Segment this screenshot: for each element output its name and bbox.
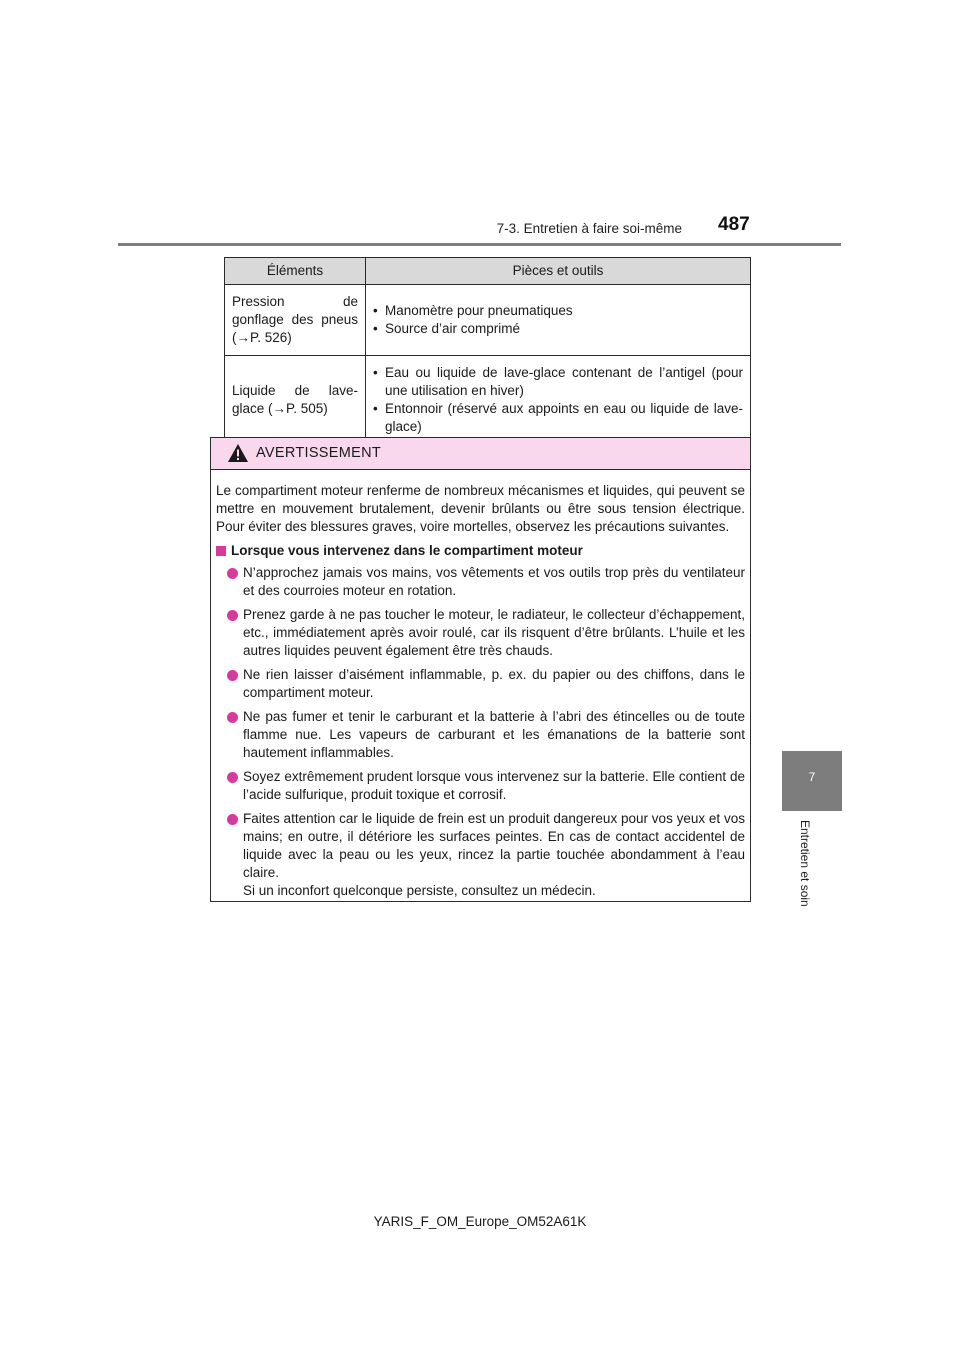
section-title: 7-3. Entretien à faire soi-même: [496, 221, 682, 236]
subheading-text: Lorsque vous intervenez dans le compartiment moteur: [231, 543, 583, 558]
warning-bullet: [216, 768, 745, 804]
bullet-text: Prenez garde à ne pas toucher le moteur, le radiateur, le collecteur d’échappement, etc., immédiatement après avoir roulé, car ils risquent d’être brûlants. L’huile et les autres liquides peuvent également être très chauds.: [243, 607, 745, 658]
warning-bullet: [216, 708, 745, 762]
bullet-text: Faites attention car le liquide de frein est un produit dangereux pour vos yeux et vos mains; en outre, il détériore les surfaces peintes. En cas de contact accidentel de liquide avec la peau ou les yeux, rincez la partie touchée abondamment à l’eau claire.: [243, 811, 745, 880]
warning-body: [211, 470, 750, 900]
warning-title: AVERTISSEMENT: [256, 445, 382, 461]
bullet-text: N’approchez jamais vos mains, vos vêtements et vos outils trop près du ventilateur et des courroies moteur en rotation.: [243, 565, 745, 598]
round-bullet-icon: [227, 670, 238, 681]
table-cell-tools: [366, 285, 751, 356]
table-header-row: [225, 258, 751, 285]
list-item: • Source d’air comprimé: [373, 320, 743, 338]
warning-triangle-icon: [227, 443, 249, 463]
chapter-number: 7: [808, 770, 816, 784]
table-row: [225, 356, 751, 445]
document-code: YARIS_F_OM_Europe_OM52A61K: [373, 1214, 587, 1229]
bullet-text: Soyez extrêmement prudent lorsque vous intervenez sur la batterie. Elle contient de l’acide sulfurique, produit toxique et corrosif.: [243, 769, 745, 802]
table-row: [225, 285, 751, 356]
warning-bullet: [216, 666, 745, 702]
table-cell-item: Pression de gonflage des pneus (→P. 526): [225, 285, 366, 356]
column-header-tools: Pièces et outils: [366, 258, 751, 285]
header-rule: [118, 243, 841, 246]
list-item: • Eau ou liquide de lave-glace contenant de l’antigel (pour une utilisation en hiver): [373, 364, 743, 400]
warning-intro: Le compartiment moteur renferme de nombreux mécanismes et liquides, qui peuvent se mettre en mouvement brutalement, devenir brûlants ou être sous tension électrique. Pour éviter des blessures graves, voire mortelles, observez les précautions suivantes.: [216, 483, 745, 534]
round-bullet-icon: [227, 814, 238, 825]
round-bullet-icon: [227, 610, 238, 621]
table-cell-tools: [366, 356, 751, 445]
tools-list: [373, 302, 743, 338]
round-bullet-icon: [227, 772, 238, 783]
bullet-text: Ne pas fumer et tenir le carburant et la batterie à l’abri des étincelles ou de toute flamme nue. Les vapeurs de carburant et les émanations de la batterie sont hautement inflammables.: [243, 709, 745, 760]
table-cell-item: Liquide de lave-glace (→P. 505): [225, 356, 366, 445]
warning-box: [210, 437, 751, 902]
warning-bullet: [216, 564, 745, 600]
list-item: • Manomètre pour pneumatiques: [373, 302, 743, 320]
warning-bullet: [216, 810, 745, 900]
list-item: • Entonnoir (réservé aux appoints en eau ou liquide de lave-glace): [373, 400, 743, 436]
warning-subheading: [216, 542, 745, 560]
column-header-items: Éléments: [225, 258, 366, 285]
round-bullet-icon: [227, 712, 238, 723]
chapter-label: Entretien et soin: [798, 820, 812, 907]
square-bullet-icon: [216, 546, 226, 556]
tools-table: [224, 257, 751, 445]
round-bullet-icon: [227, 568, 238, 579]
warning-header: [211, 438, 750, 470]
warning-bullet: [216, 606, 745, 660]
chapter-tab: [782, 751, 842, 811]
bullet-last-line: Si un inconfort quelconque persiste, consultez un médecin.: [243, 883, 596, 898]
bullet-text: Ne rien laisser d’aisément inflammable, p. ex. du papier ou des chiffons, dans le compartiment moteur.: [243, 667, 745, 700]
page-number: 487: [718, 214, 750, 235]
tools-list: [373, 364, 743, 436]
